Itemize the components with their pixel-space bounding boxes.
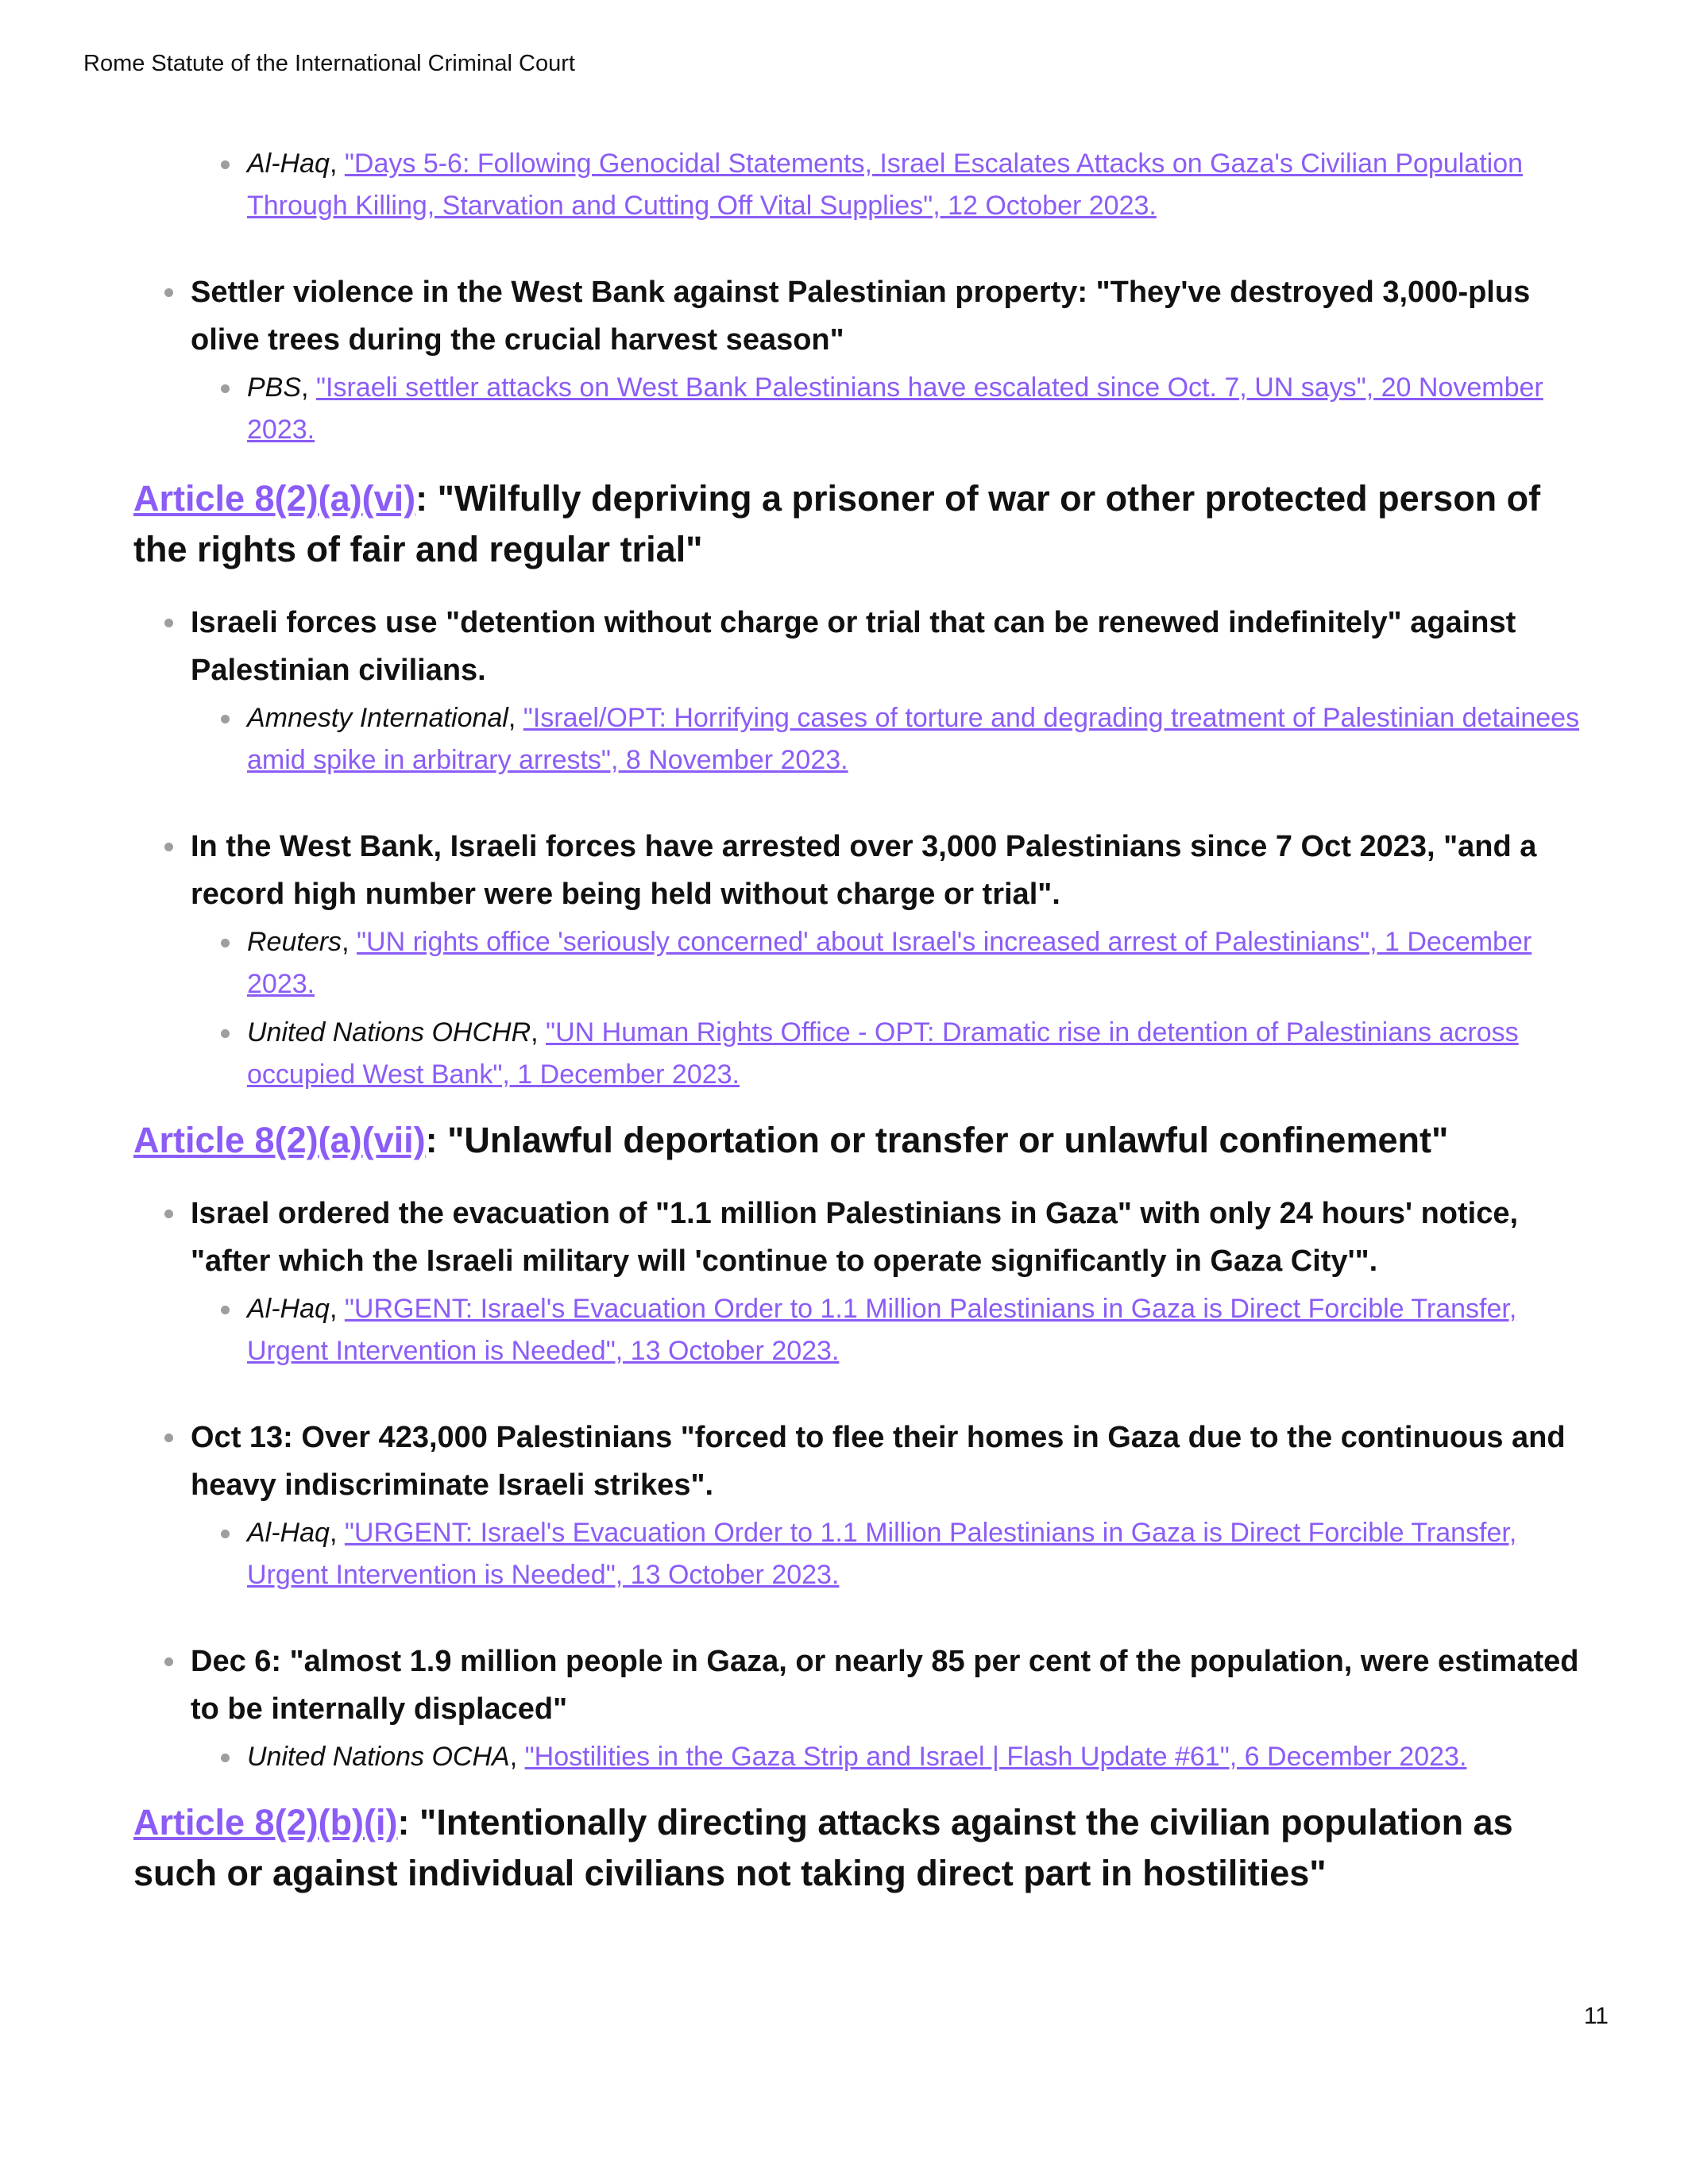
citation-item: Al-Haq, "Days 5-6: Following Genocidal Statements, Israel Escalates Attacks on Gaza's Civilian Population Through Killing, Starvation and Cutting Off Vital Supplies", 12 October 2023. <box>247 143 1595 227</box>
article-link[interactable]: Article 8(2)(a)(vii) <box>133 1120 426 1160</box>
citation-item: PBS, "Israeli settler attacks on West Bank Palestinians have escalated since Oct. 7, UN says", 20 November 2023. <box>247 367 1595 451</box>
article-heading-bi <box>133 1797 1595 1899</box>
article-heading-vii <box>133 1115 1595 1166</box>
citation-link[interactable]: "URGENT: Israel's Evacuation Order to 1.1 Million Palestinians in Gaza is Direct Forcible Transfer, Urgent Intervention is Needed", 13 October 2023. <box>247 1294 1517 1366</box>
claim-list <box>191 268 1595 451</box>
claim-item <box>191 599 1595 781</box>
article-title: : "Wilfully depriving a prisoner of war or other protected person of the rights of fair and regular trial" <box>133 478 1541 569</box>
citation-list <box>247 921 1595 1096</box>
article-link[interactable]: Article 8(2)(a)(vi) <box>133 478 416 519</box>
article-title: : "Unlawful deportation or transfer or unlawful confinement" <box>425 1120 1449 1160</box>
citation-list <box>247 143 1595 227</box>
article-link[interactable]: Article 8(2)(b)(i) <box>133 1802 398 1843</box>
citation-source: Reuters <box>247 927 342 957</box>
citation-source: United Nations OCHA <box>247 1742 510 1772</box>
claim-text: Israel ordered the evacuation of "1.1 million Palestinians in Gaza" with only 24 hours' notice, "after which the Israeli military will 'continue to operate significantly in Gaza City'". <box>191 1197 1519 1278</box>
citation-link[interactable]: "Days 5-6: Following Genocidal Statements, Israel Escalates Attacks on Gaza's Civilian Population Through Killing, Starvation and Cutting Off Vital Supplies", 12 October 2023. <box>247 149 1524 221</box>
article-title: : "Intentionally directing attacks against the civilian population as such or against individual civilians not taking direct part in hostilities" <box>133 1802 1513 1893</box>
citation-list <box>247 367 1595 451</box>
claim-text: Dec 6: "almost 1.9 million people in Gaza, or nearly 85 per cent of the population, were estimated to be internally displaced" <box>191 1645 1579 1726</box>
claim-item <box>191 1414 1595 1596</box>
claim-text: Settler violence in the West Bank against Palestinian property: "They've destroyed 3,000-plus olive trees during the crucial harvest season" <box>191 276 1531 357</box>
document-body <box>133 143 1595 1899</box>
citation-list <box>247 1288 1595 1372</box>
citation-link[interactable]: "Israel/OPT: Horrifying cases of torture and degrading treatment of Palestinian detainees amid spike in arbitrary arrests", 8 November 2023. <box>247 703 1580 775</box>
running-header: Rome Statute of the International Criminal Court <box>83 51 575 76</box>
citation-link[interactable]: "UN Human Rights Office - OPT: Dramatic rise in detention of Palestinians across occupied West Bank", 1 December 2023. <box>247 1017 1519 1090</box>
citation-list <box>247 1736 1595 1778</box>
claim-item <box>191 823 1595 1096</box>
claim-item <box>191 268 1595 451</box>
citation-source: Al-Haq <box>247 149 330 179</box>
claim-item <box>191 1638 1595 1778</box>
citation-item: United Nations OHCHR, "UN Human Rights Office - OPT: Dramatic rise in detention of Palestinians across occupied West Bank", 1 December 2023. <box>247 1012 1595 1096</box>
citation-source: Al-Haq <box>247 1518 330 1548</box>
citation-item: Al-Haq, "URGENT: Israel's Evacuation Order to 1.1 Million Palestinians in Gaza is Direct Forcible Transfer, Urgent Intervention is Needed", 13 October 2023. <box>247 1288 1595 1372</box>
claim-text: Israeli forces use "detention without charge or trial that can be renewed indefinitely" against Palestinian civilians. <box>191 606 1516 687</box>
citation-item: United Nations OCHA, "Hostilities in the Gaza Strip and Israel | Flash Update #61", 6 December 2023. <box>247 1736 1595 1778</box>
citation-source: United Nations OHCHR <box>247 1017 531 1048</box>
citation-source: Al-Haq <box>247 1294 330 1324</box>
citation-link[interactable]: "Israeli settler attacks on West Bank Palestinians have escalated since Oct. 7, UN says", 20 November 2023. <box>247 372 1543 445</box>
citation-item: Reuters, "UN rights office 'seriously concerned' about Israel's increased arrest of Palestinians", 1 December 2023. <box>247 921 1595 1005</box>
citation-item: Amnesty International, "Israel/OPT: Horrifying cases of torture and degrading treatment of Palestinian detainees amid spike in arbitrary arrests", 8 November 2023. <box>247 697 1595 781</box>
citation-item: Al-Haq, "URGENT: Israel's Evacuation Order to 1.1 Million Palestinians in Gaza is Direct Forcible Transfer, Urgent Intervention is Needed", 13 October 2023. <box>247 1512 1595 1596</box>
claim-text: In the West Bank, Israeli forces have arrested over 3,000 Palestinians since 7 Oct 2023, "and a record high number were being held without charge or trial". <box>191 830 1537 911</box>
claim-item <box>191 1190 1595 1372</box>
article-heading-vi <box>133 473 1595 575</box>
citation-list <box>247 1512 1595 1596</box>
claim-list <box>191 1190 1595 1778</box>
citation-list <box>247 697 1595 781</box>
citation-link[interactable]: "UN rights office 'seriously concerned' about Israel's increased arrest of Palestinians", 1 December 2023. <box>247 927 1532 999</box>
citation-link[interactable]: "Hostilities in the Gaza Strip and Israel | Flash Update #61", 6 December 2023. <box>524 1742 1467 1772</box>
citation-source: PBS <box>247 372 302 403</box>
page-number: 11 <box>1583 2003 1609 2029</box>
claim-list <box>191 599 1595 1096</box>
claim-text: Oct 13: Over 423,000 Palestinians "forced to flee their homes in Gaza due to the continuous and heavy indiscriminate Israeli strikes". <box>191 1421 1566 1502</box>
citation-link[interactable]: "URGENT: Israel's Evacuation Order to 1.1 Million Palestinians in Gaza is Direct Forcible Transfer, Urgent Intervention is Needed", 13 October 2023. <box>247 1518 1517 1590</box>
citation-source: Amnesty International <box>247 703 508 733</box>
